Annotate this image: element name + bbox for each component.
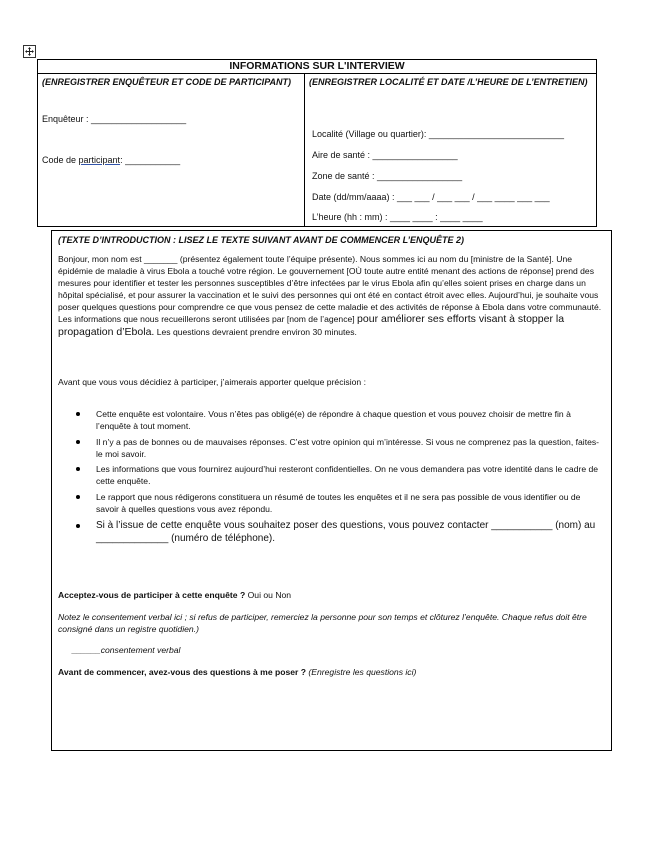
bullet-icon (76, 524, 80, 528)
list-item (76, 491, 604, 515)
enqueteur-field[interactable] (42, 114, 186, 125)
bullet-text: Si à l’issue de cette enquête vous souhaitez poser des questions, vous pouvez contacter ___________ (nom) au _____________ (numéro de téléphone). (96, 520, 596, 545)
consent-question (58, 589, 291, 601)
enqueteur-label: Enquêteur : (42, 114, 92, 124)
interview-info-title: INFORMATIONS SUR L'INTERVIEW (38, 60, 596, 74)
participant-column (38, 74, 305, 226)
consent-question-text: Acceptez-vous de participer à cette enquête ? (58, 590, 248, 600)
list-item (76, 519, 604, 545)
list-item (76, 408, 604, 432)
questions-prompt-text: Avant de commencer, avez-vous des questions à me poser ? (58, 667, 309, 677)
consent-label: consentement verbal (100, 645, 181, 655)
bullet-icon (76, 495, 80, 499)
questions-prompt (58, 666, 416, 678)
aire-de-sante-field[interactable]: Aire de santé : _________________ (312, 150, 458, 160)
precision-list (76, 408, 604, 549)
localite-label-prefix: Localité (Village ou quartier (312, 129, 421, 139)
intro-paragraph-text: Bonjour, mon nom est _______ (présentez également toute l’équipe présente). Nous sommes ici au nom du [ministre de la Santé]. Une épidémie de maladie à virus Ebola a touché votre région. Le gouvernement [OÙ toute autre entité menant des actions de réponse] prend des mesures pour identifier et tester les personnes susceptibles d’être infectées par le virus Ebola afin qu’elles soient prises en charge dans un hôpital spécialisé, et pour assurer la vaccination et le suivi des personnes qui ont été en contact étroit avec elles. Aujourd’hui, je souhaite vous poser quelques questions pour comprendre ce que vous pensez de cette maladie et des activités de réponse à Ebola dans votre communauté. Les informations que nous recueillerons seront utilisées par [nom de l’agence] (58, 254, 602, 325)
introduction-section (51, 230, 612, 751)
list-item (76, 463, 604, 487)
bullet-text: Le rapport que nous rédigerons constituera un résumé de toutes les enquêtes et il ne sera pas possible de vous identifier ou de savoir à quelles questions vous avez répondu. (96, 492, 581, 515)
table-move-handle[interactable] (23, 45, 36, 58)
bullet-text: Les informations que vous fournirez aujourd’hui resteront confidentielles. On ne vous demandera pas votre identité dans le cadre de cette enquête. (96, 464, 599, 487)
verbal-consent-line[interactable] (72, 644, 180, 656)
left-column-header: (ENREGISTRER ENQUÊTEUR ET CODE DE PARTICIPANT) (42, 77, 292, 87)
bullet-text: Cette enquête est volontaire. Vous n’êtes pas obligé(e) de répondre à chaque question et vous pouvez choisir de mettre fin à l’enquête à tout moment. (96, 409, 571, 432)
date-field[interactable]: Date (dd/mm/aaaa) : ___ ___ / ___ ___ / ___ ____ ___ ___ (312, 192, 550, 202)
intro-paragraph-emphasis: pour améliorer ses efforts visant à stopper la propagation d’Ebola. (58, 313, 565, 338)
bullet-text: Il n’y a pas de bonnes ou de mauvaises réponses. C’est votre opinion qui m’intéresse. Si vous ne comprenez pas la question, faites-le moi savoir. (96, 436, 600, 459)
consent-note: Notez le consentement verbal ici ; si refus de participer, remerciez la personne pour son temps et clôturez l’enquête. Chaque refus doit être consigné dans un registre quotidien.) (58, 612, 587, 635)
questions-note: (Enregistre les questions ici) (308, 667, 417, 677)
right-column-header: (ENREGISTRER LOCALITÉ ET DATE /L’HEURE DE L’ENTRETIEN) (309, 77, 588, 87)
list-item (76, 436, 604, 460)
location-date-column (305, 74, 596, 226)
intro-paragraph-end: Les questions devraient prendre environ 30 minutes. (154, 326, 357, 337)
bullet-icon (76, 412, 80, 416)
enqueteur-blank: ___________________ (91, 114, 187, 124)
intro-paragraph (58, 253, 606, 338)
code-label-prefix: Code de (42, 155, 79, 165)
bullet-icon (76, 440, 80, 444)
move-arrows-icon (24, 46, 35, 57)
zone-de-sante-field[interactable]: Zone de santé : _________________ (312, 171, 463, 181)
precision-paragraph: Avant que vous vous décidiez à participer, j’aimerais apporter quelque précision : (58, 377, 366, 387)
intro-header: (TEXTE D’INTRODUCTION : LISEZ LE TEXTE SUIVANT AVANT DE COMMENCER L’ENQUÊTE 2) (58, 235, 465, 245)
localite-label-suffix: ): ___________________________ (420, 129, 565, 139)
interview-info-table (37, 59, 597, 227)
time-field[interactable]: L’heure (hh : mm) : ____ ____ : ____ ____ (312, 212, 483, 222)
participant-code-field[interactable] (42, 155, 180, 166)
consent-options[interactable]: Oui ou Non (247, 590, 292, 600)
code-label-word: participant (78, 155, 121, 165)
bullet-icon (76, 467, 80, 471)
code-label-suffix: : ___________ (120, 155, 181, 165)
localite-field[interactable] (312, 129, 564, 140)
consent-blank: ______ (72, 645, 101, 655)
